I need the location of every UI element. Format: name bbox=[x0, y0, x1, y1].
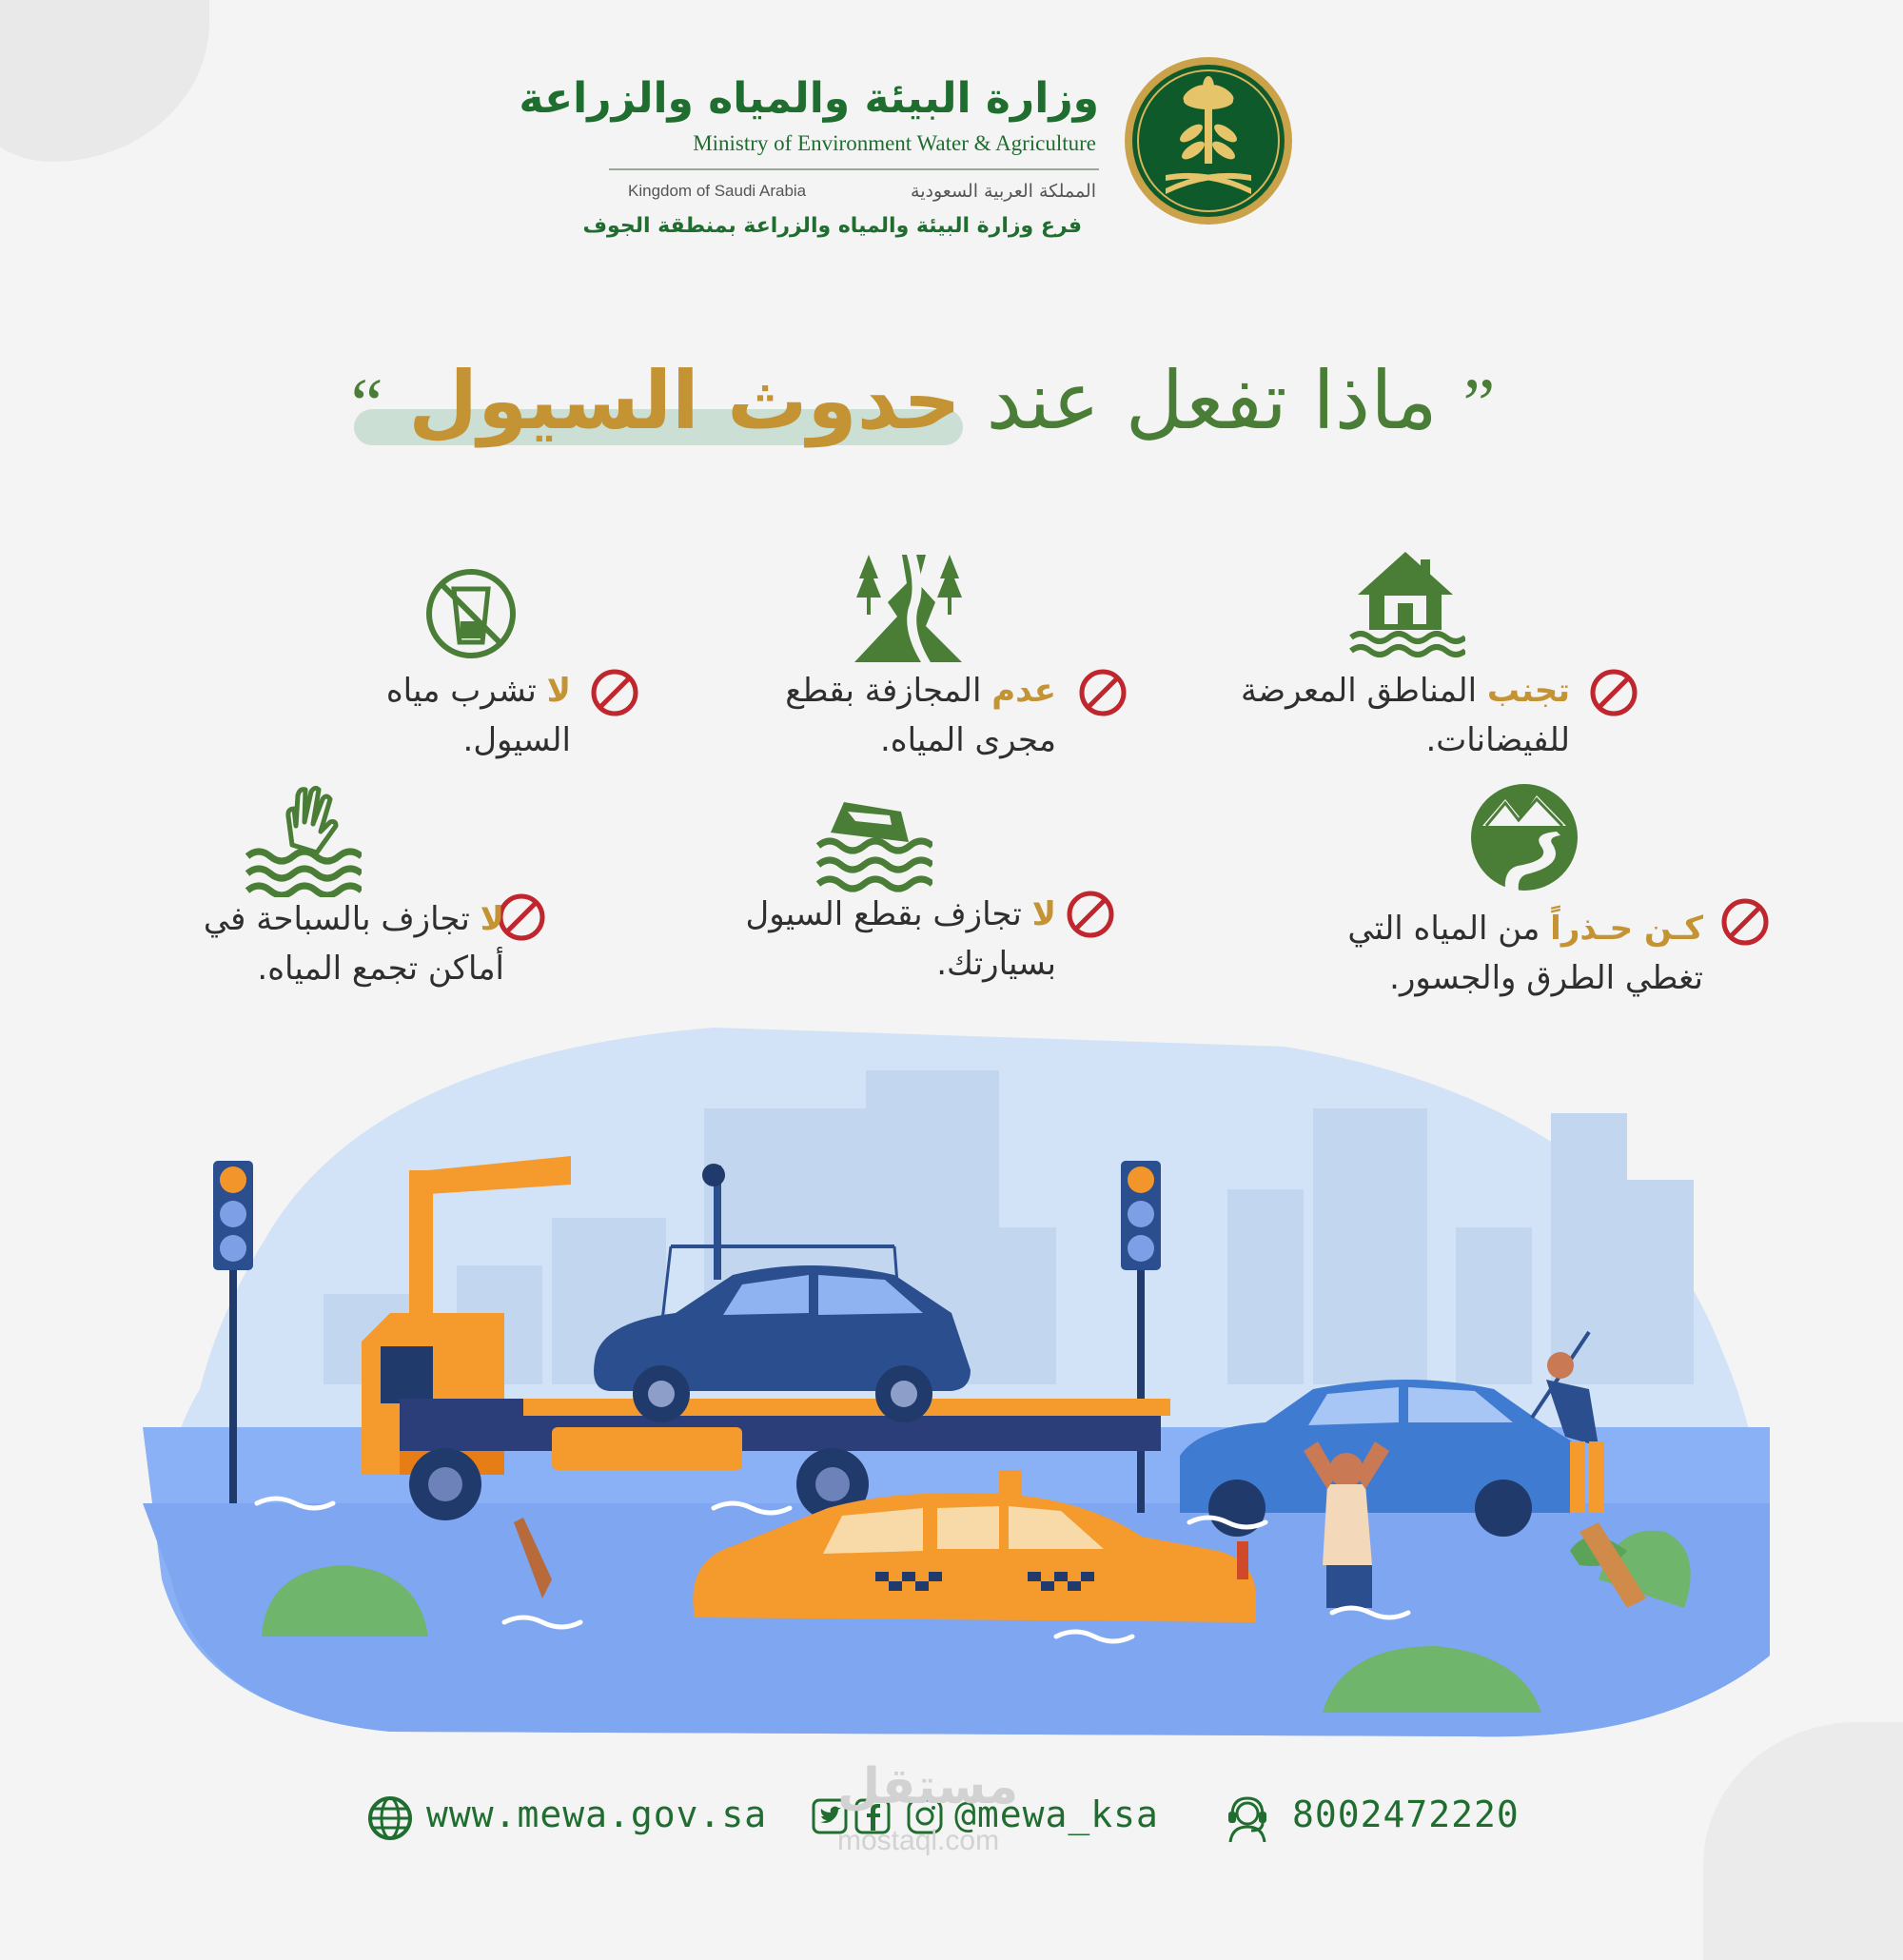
tip-beware-water-on-roads bbox=[1347, 904, 1703, 1003]
road-mountains-icon bbox=[1465, 778, 1584, 897]
tip-dont-drink-flood-water bbox=[386, 666, 571, 765]
tip-text-line2: للفيضانات. bbox=[1425, 721, 1570, 759]
watermark-ar: مستقل bbox=[837, 1758, 1019, 1815]
tip-highlight: تجنب bbox=[1486, 672, 1570, 710]
tip-text: من المياه التي bbox=[1347, 910, 1540, 948]
title-part2: حدوث السيول bbox=[408, 354, 961, 447]
tip-highlight: كـن حـذراً bbox=[1550, 910, 1703, 948]
prohibition-icon bbox=[1720, 897, 1770, 947]
globe-icon bbox=[366, 1794, 414, 1842]
flood-scene-illustration bbox=[143, 990, 1770, 1741]
title-part1: ماذا تفعل عند bbox=[986, 354, 1438, 447]
decor-blob-bottom-right bbox=[1703, 1722, 1903, 1960]
flooded-house-icon bbox=[1346, 542, 1465, 661]
kingdom-name-en: Kingdom of Saudi Arabia bbox=[628, 182, 807, 200]
tip-text-line2: أماكن تجمع المياه. bbox=[257, 950, 504, 988]
phone-number-link[interactable]: 8002472220 bbox=[1292, 1793, 1520, 1835]
branch-name: فرع وزارة البيئة والمياه والزراعة بمنطقة الجوف bbox=[582, 214, 1082, 238]
tip-text: تجازف بالسباحة في bbox=[203, 900, 470, 938]
tip-text: تجازف بقطع السيول bbox=[745, 895, 1022, 933]
tip-dont-cross-stream bbox=[785, 666, 1056, 765]
tip-text-line2: تغطي الطرق والجسور. bbox=[1389, 959, 1703, 997]
prohibition-icon bbox=[1078, 668, 1128, 717]
tip-highlight: لا bbox=[1031, 895, 1056, 933]
title-close-quote: “ bbox=[350, 364, 383, 444]
tip-highlight: لا bbox=[480, 900, 504, 938]
prohibition-icon bbox=[1066, 890, 1115, 939]
no-drinking-icon bbox=[412, 555, 531, 674]
ministry-name-en: Ministry of Environment Water & Agriculture bbox=[693, 131, 1096, 155]
forest-river-icon bbox=[850, 550, 969, 669]
prohibition-icon bbox=[1589, 668, 1638, 717]
ministry-name-ar: وزارة البيئة والمياه والزراعة bbox=[519, 74, 1099, 123]
page-title bbox=[285, 354, 1560, 447]
tip-highlight: عدم bbox=[991, 672, 1056, 710]
tip-text: تشرب مياه bbox=[385, 672, 537, 710]
header-divider bbox=[609, 168, 1099, 170]
customer-support-icon bbox=[1221, 1791, 1274, 1844]
website-link[interactable]: www.mewa.gov.sa bbox=[426, 1793, 768, 1835]
kingdom-name-ar: المملكة العربية السعودية bbox=[911, 181, 1096, 202]
sinking-car-icon bbox=[814, 783, 932, 902]
tip-dont-drive-through-flood bbox=[745, 890, 1056, 989]
tip-highlight: لا bbox=[546, 672, 571, 710]
tip-text-line2: السيول. bbox=[462, 721, 571, 759]
tip-avoid-flood-areas bbox=[1241, 666, 1570, 765]
ministry-emblem-icon bbox=[1123, 55, 1294, 226]
tip-text-line2: بسيارتك. bbox=[936, 945, 1056, 983]
prohibition-icon bbox=[590, 668, 639, 717]
title-open-quote: ” bbox=[1462, 364, 1496, 444]
watermark-en: mostaql.com bbox=[837, 1825, 1000, 1856]
tip-dont-swim bbox=[204, 894, 504, 993]
tip-text-line2: مجرى المياه. bbox=[879, 721, 1056, 759]
tip-text: المجازفة بقطع bbox=[785, 672, 982, 710]
tip-text: المناطق المعرضة bbox=[1241, 672, 1478, 710]
drowning-hand-icon bbox=[243, 778, 362, 897]
social-handle-link[interactable]: @mewa_ksa bbox=[954, 1793, 1159, 1835]
decor-blob-top-left bbox=[0, 0, 209, 162]
